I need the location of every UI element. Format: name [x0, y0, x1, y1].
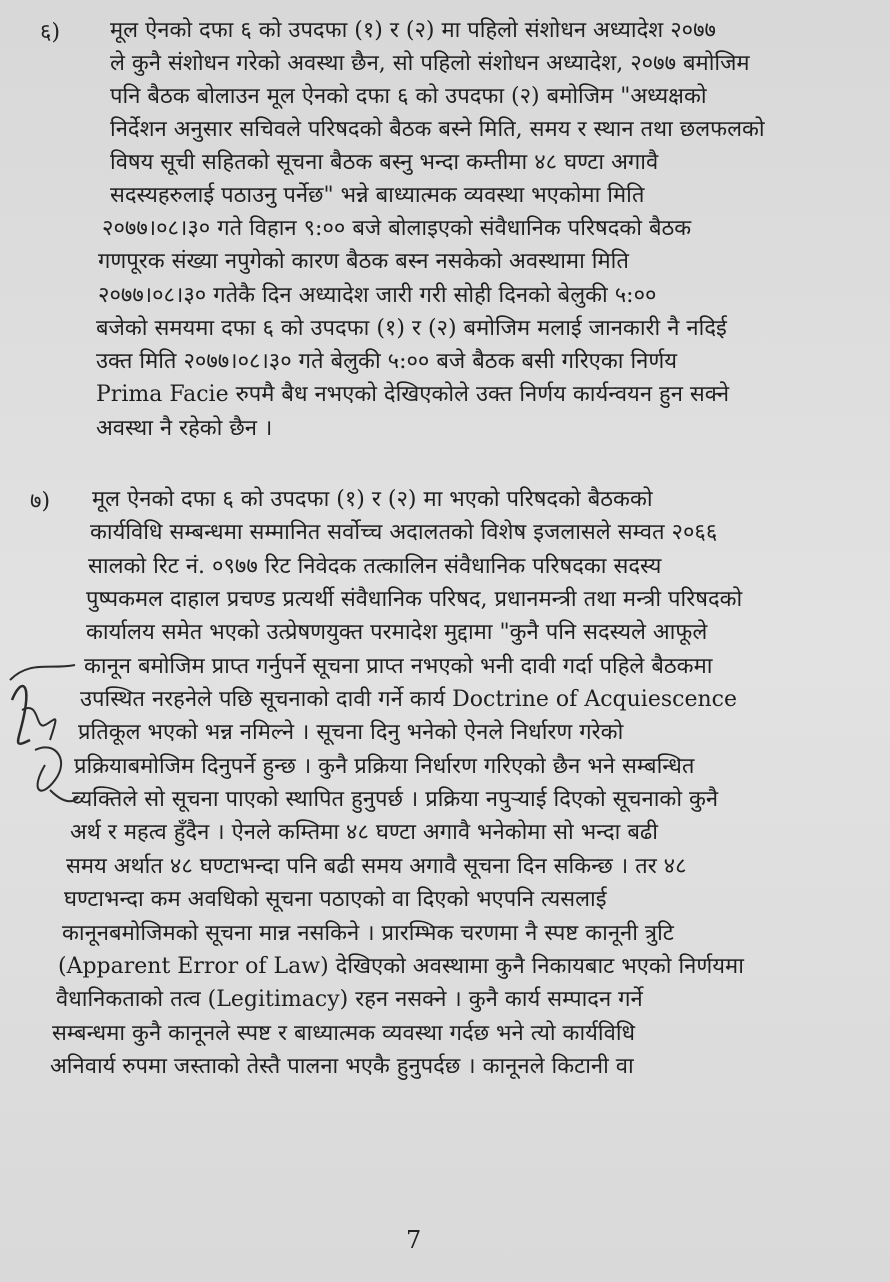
text-line: अर्थ र महत्व हुँदैन । ऐनले कम्तिमा ४८ घण्टा अगावै भनेकोमा सो भन्दा बढी: [70, 820, 659, 845]
text-line: मूल ऐनको दफा ६ को उपदफा (१) र (२) मा भएको परिषदको बैठकको: [92, 487, 653, 512]
page-number: 7: [406, 1226, 422, 1254]
text-line: उपस्थित नरहनेले पछि सूचनाको दावी गर्ने कार्य Doctrine of Acquiescence: [80, 687, 737, 712]
text-line: अनिवार्य रुपमा जस्ताको तेस्तै पालना भएकै हुनुपर्दछ । कानूनले किटानी वा: [50, 1054, 634, 1079]
text-line: व्यक्तिले सो सूचना पाएको स्थापित हुनुपर्छ । प्रक्रिया नपुऱ्याई दिएको सूचनाको कुनै: [72, 787, 719, 812]
text-line: सालको रिट नं. ०९७७ रिट निवेदक तत्कालिन संवैधानिक परिषदका सदस्य: [88, 554, 662, 579]
text-line: कार्यविधि सम्बन्धमा सम्मानित सर्वोच्च अदालतको विशेष इजलासले सम्वत २०६६: [90, 520, 718, 545]
text-line: गणपूरक संख्या नपुगेको कारण बैठक बस्न नसकेको अवस्थामा मिति: [98, 249, 629, 274]
handwritten-margin-mark: [0, 640, 90, 820]
text-line: ले कुनै संशोधन गरेको अवस्था छैन, सो पहिलो संशोधन अध्यादेश, २०७७ बमोजिम: [110, 51, 750, 76]
paragraph-number: ७): [30, 489, 51, 514]
text-line: सदस्यहरुलाई पठाउनु पर्नेछ" भन्ने बाध्यात्मक व्यवस्था भएकोमा मिति: [110, 183, 645, 208]
text-line: पुष्पकमल दाहाल प्रचण्ड प्रत्यर्थी संवैधानिक परिषद, प्रधानमन्त्री तथा मन्त्री परिषदको: [86, 587, 743, 612]
paragraph-number: ६): [40, 20, 61, 45]
text-line: बजेको समयमा दफा ६ को उपदफा (१) र (२) बमोजिम मलाई जानकारी नै नदिई: [96, 316, 727, 341]
text-line: Prima Facie रुपमै बैध नभएको देखिएकोले उक्त निर्णय कार्यन्वयन हुन सक्ने: [96, 382, 730, 407]
text-line: प्रक्रियाबमोजिम दिनुपर्ने हुन्छ । कुनै प्रक्रिया निर्धारण गरिएको छैन भने सम्बन्धित: [74, 754, 695, 779]
text-line: विषय सूची सहितको सूचना बैठक बस्नु भन्दा कम्तीमा ४८ घण्टा अगावै: [110, 150, 659, 175]
text-line: घण्टाभन्दा कम अवधिको सूचना पठाएको वा दिएको भएपनि त्यसलाई: [64, 887, 607, 912]
text-line: २०७७।०८।३० गते विहान ९:०० बजे बोलाइएको संवैधानिक परिषदको बैठक: [102, 216, 692, 241]
text-line: उक्त मिति २०७७।०८।३० गते बेलुकी ५:०० बजे बैठक बसी गरिएका निर्णय: [96, 349, 678, 374]
text-line: कानूनबमोजिमको सूचना मान्न नसकिने । प्रारम्भिक चरणमा नै स्पष्ट कानूनी त्रुटि: [62, 921, 674, 946]
text-line: पनि बैठक बोलाउन मूल ऐनको दफा ६ को उपदफा (२) बमोजिम "अध्यक्षको: [110, 84, 707, 109]
text-line: अवस्था नै रहेको छैन ।: [96, 416, 273, 441]
text-line: मूल ऐनको दफा ६ को उपदफा (१) र (२) मा पहिलो संशोधन अध्यादेश २०७७: [110, 18, 716, 43]
text-line: कानून बमोजिम प्राप्त गर्नुपर्ने सूचना प्राप्त नभएको भनी दावी गर्दा पहिले बैठकमा: [84, 654, 713, 679]
text-line: सम्बन्धमा कुनै कानूनले स्पष्ट र बाध्यात्मक व्यवस्था गर्दछ भने त्यो कार्यविधि: [52, 1021, 636, 1046]
text-line: वैधानिकताको तत्व (Legitimacy) रहन नसक्ने । कुनै कार्य सम्पादन गर्ने: [56, 987, 643, 1012]
text-line: (Apparent Error of Law) देखिएको अवस्थामा कुनै निकायबाट भएको निर्णयमा: [58, 954, 744, 979]
text-line: २०७७।०८।३० गतेकै दिन अध्यादेश जारी गरी सोही दिनको बेलुकी ५:००: [98, 283, 657, 308]
text-line: कार्यालय समेत भएको उत्प्रेषणयुक्त परमादेश मुद्दामा "कुनै पनि सदस्यले आफूले: [86, 620, 708, 645]
text-line: निर्देशन अनुसार सचिवले परिषदको बैठक बस्ने मिति, समय र स्थान तथा छलफलको: [110, 117, 765, 142]
text-line: प्रतिकूल भएको भन्न नमिल्ने । सूचना दिनु भनेको ऐनले निर्धारण गरेको: [78, 720, 624, 745]
text-line: समय अर्थात ४८ घण्टाभन्दा पनि बढी समय अगावै सूचना दिन सकिन्छ । तर ४८: [66, 854, 687, 879]
